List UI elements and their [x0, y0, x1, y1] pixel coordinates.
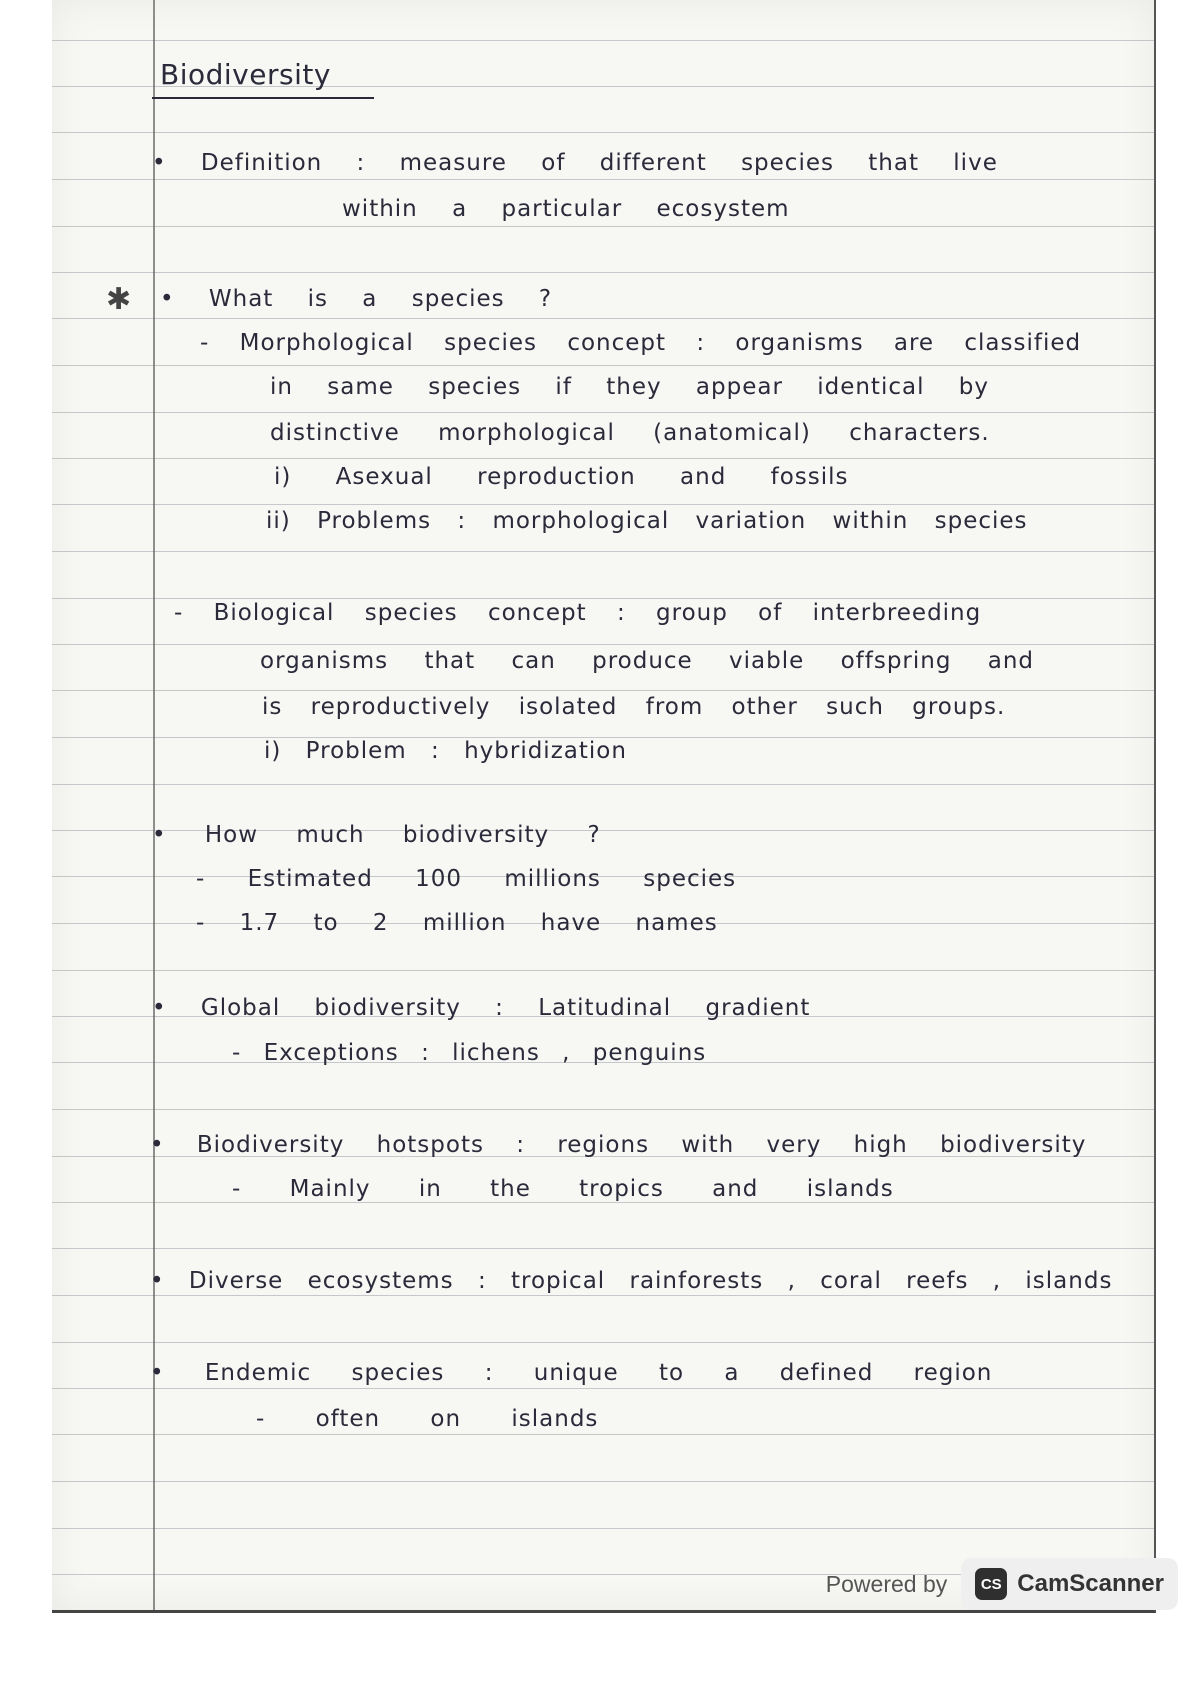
note-line-22: - often on islands — [256, 1406, 599, 1432]
title-underline — [152, 97, 374, 99]
powered-by-text: Powered by — [825, 1570, 948, 1597]
camscanner-logo-icon: CS — [975, 1568, 1007, 1600]
note-line-21: • Endemic species : unique to a defined region — [150, 1360, 993, 1386]
note-line-7: i) Asexual reproduction and fossils — [274, 464, 849, 490]
note-line-14: - Estimated 100 millions species — [196, 866, 737, 892]
camscanner-badge — [961, 1558, 1178, 1610]
note-line-19: - Mainly in the tropics and islands — [232, 1176, 894, 1202]
note-line-10: organisms that can produce viable offspring and — [260, 648, 1035, 674]
note-line-12: i) Problem : hybridization — [264, 738, 627, 764]
note-line-16: • Global biodiversity : Latitudinal gradient — [152, 995, 811, 1021]
note-line-18: • Biodiversity hotspots : regions with very high biodiversity — [150, 1132, 1087, 1158]
note-line-6: distinctive morphological (anatomical) characters. — [270, 420, 990, 446]
note-line-5: in same species if they appear identical by — [270, 374, 989, 400]
note-line-13: • How much biodiversity ? — [152, 822, 601, 848]
note-line-3: • What is a species ? — [160, 286, 553, 312]
note-line-20: • Diverse ecosystems : tropical rainforests , coral reefs , islands — [150, 1268, 1113, 1294]
note-line-9: - Biological species concept : group of interbreeding — [174, 600, 982, 626]
camscanner-brand: CamScanner — [1017, 1570, 1164, 1597]
note-line-15: - 1.7 to 2 million have names — [196, 910, 718, 936]
camscanner-footer — [826, 1558, 1178, 1610]
note-line-4: - Morphological species concept : organisms are classified — [200, 330, 1082, 356]
note-line-1: • Definition : measure of different species that live — [152, 150, 998, 176]
note-line-17: - Exceptions : lichens , penguins — [232, 1040, 707, 1066]
notebook-page — [52, 0, 1156, 1613]
note-line-8: ii) Problems : morphological variation within species — [266, 508, 1028, 534]
star-icon: ✱ — [106, 282, 132, 317]
page-title: Biodiversity — [160, 58, 331, 91]
note-line-2: within a particular ecosystem — [342, 196, 790, 222]
note-line-11: is reproductively isolated from other such groups. — [262, 694, 1006, 720]
